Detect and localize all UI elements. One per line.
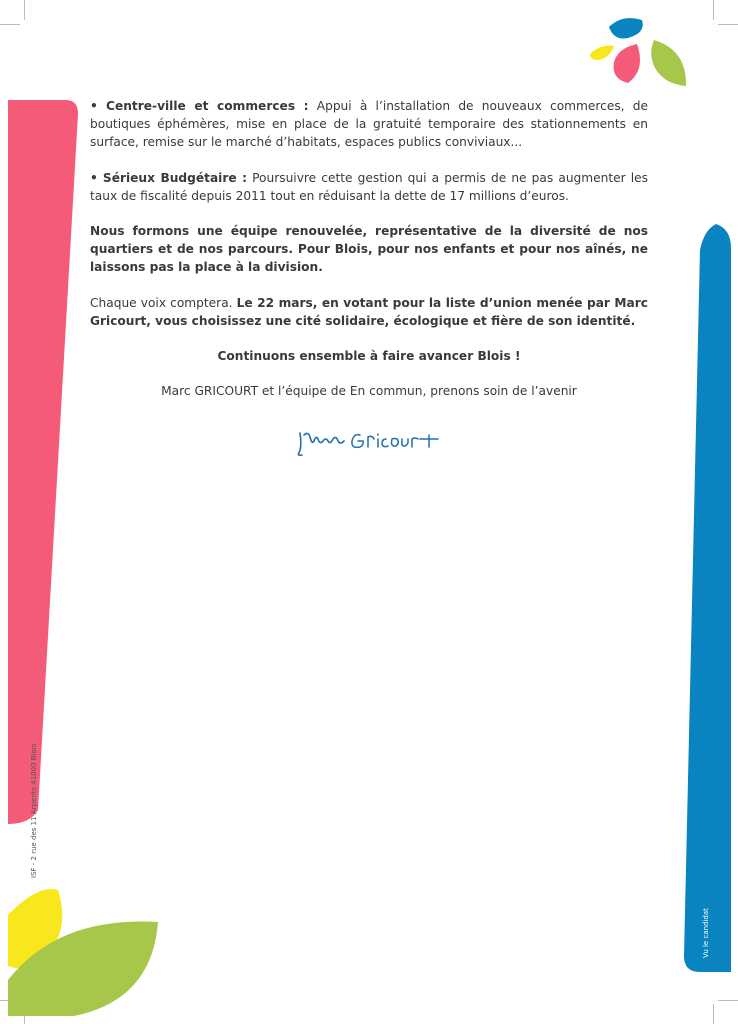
centre-ville-label: Centre-ville et commerces : xyxy=(106,99,309,113)
bullet: • xyxy=(90,99,98,113)
equipe-text: Nous formons une équipe renouvelée, représentative de la diversité de nos quartiers et de nos parcours. Pour Blois, pour nos enfants et pour nos aînés, ne laissons pas la place à la division. xyxy=(90,224,648,275)
slogan-text: Continuons ensemble à faire avancer Blois ! xyxy=(217,349,521,364)
vote-intro: Chaque voix comptera. xyxy=(90,295,233,310)
blue-leaf xyxy=(609,18,643,38)
candidate-note: Vu le candidat xyxy=(702,908,710,958)
paragraph-closing xyxy=(90,382,648,400)
budget-label: Sérieux Budgétaire : xyxy=(102,170,247,185)
paragraph-equipe xyxy=(90,222,648,277)
budget-text: Poursuivre cette gestion qui a permis de ne pas augmenter les taux de fiscalité depuis 2011 tout en réduisant la dette de 17 millions d’euros. xyxy=(90,170,649,203)
green-leaf xyxy=(651,40,686,86)
signature-image xyxy=(296,425,446,461)
paragraph-vote xyxy=(90,294,648,330)
bullet: • xyxy=(90,170,98,185)
closing-text: Marc GRICOURT et l’équipe de En commun, prenons soin de l’avenir xyxy=(161,384,577,399)
blue-band xyxy=(684,224,731,972)
paragraph-centre-ville xyxy=(90,97,648,152)
pink-band xyxy=(8,100,78,824)
letter-body xyxy=(90,97,648,417)
vote-bold: Le 22 mars, en votant pour la liste d’union menée par Marc Gricourt, vous choisissez une cité solidaire, écologique et fière de son identité. xyxy=(90,295,648,328)
yellow-leaf xyxy=(590,46,614,60)
paragraph-slogan xyxy=(90,347,648,365)
pink-leaf xyxy=(614,44,640,83)
imprint-text: ISF - 2 rue des 11 Arpents 41000 Blois xyxy=(30,743,38,878)
paragraph-budget xyxy=(90,169,648,205)
centre-ville-text: Appui à l’installation de nouveaux commerces, de boutiques éphémères, mise en place de la gratuité temporaire des stationnements en surface, remise sur le marché d’habitats, espaces publics conviviaux... xyxy=(90,99,649,150)
